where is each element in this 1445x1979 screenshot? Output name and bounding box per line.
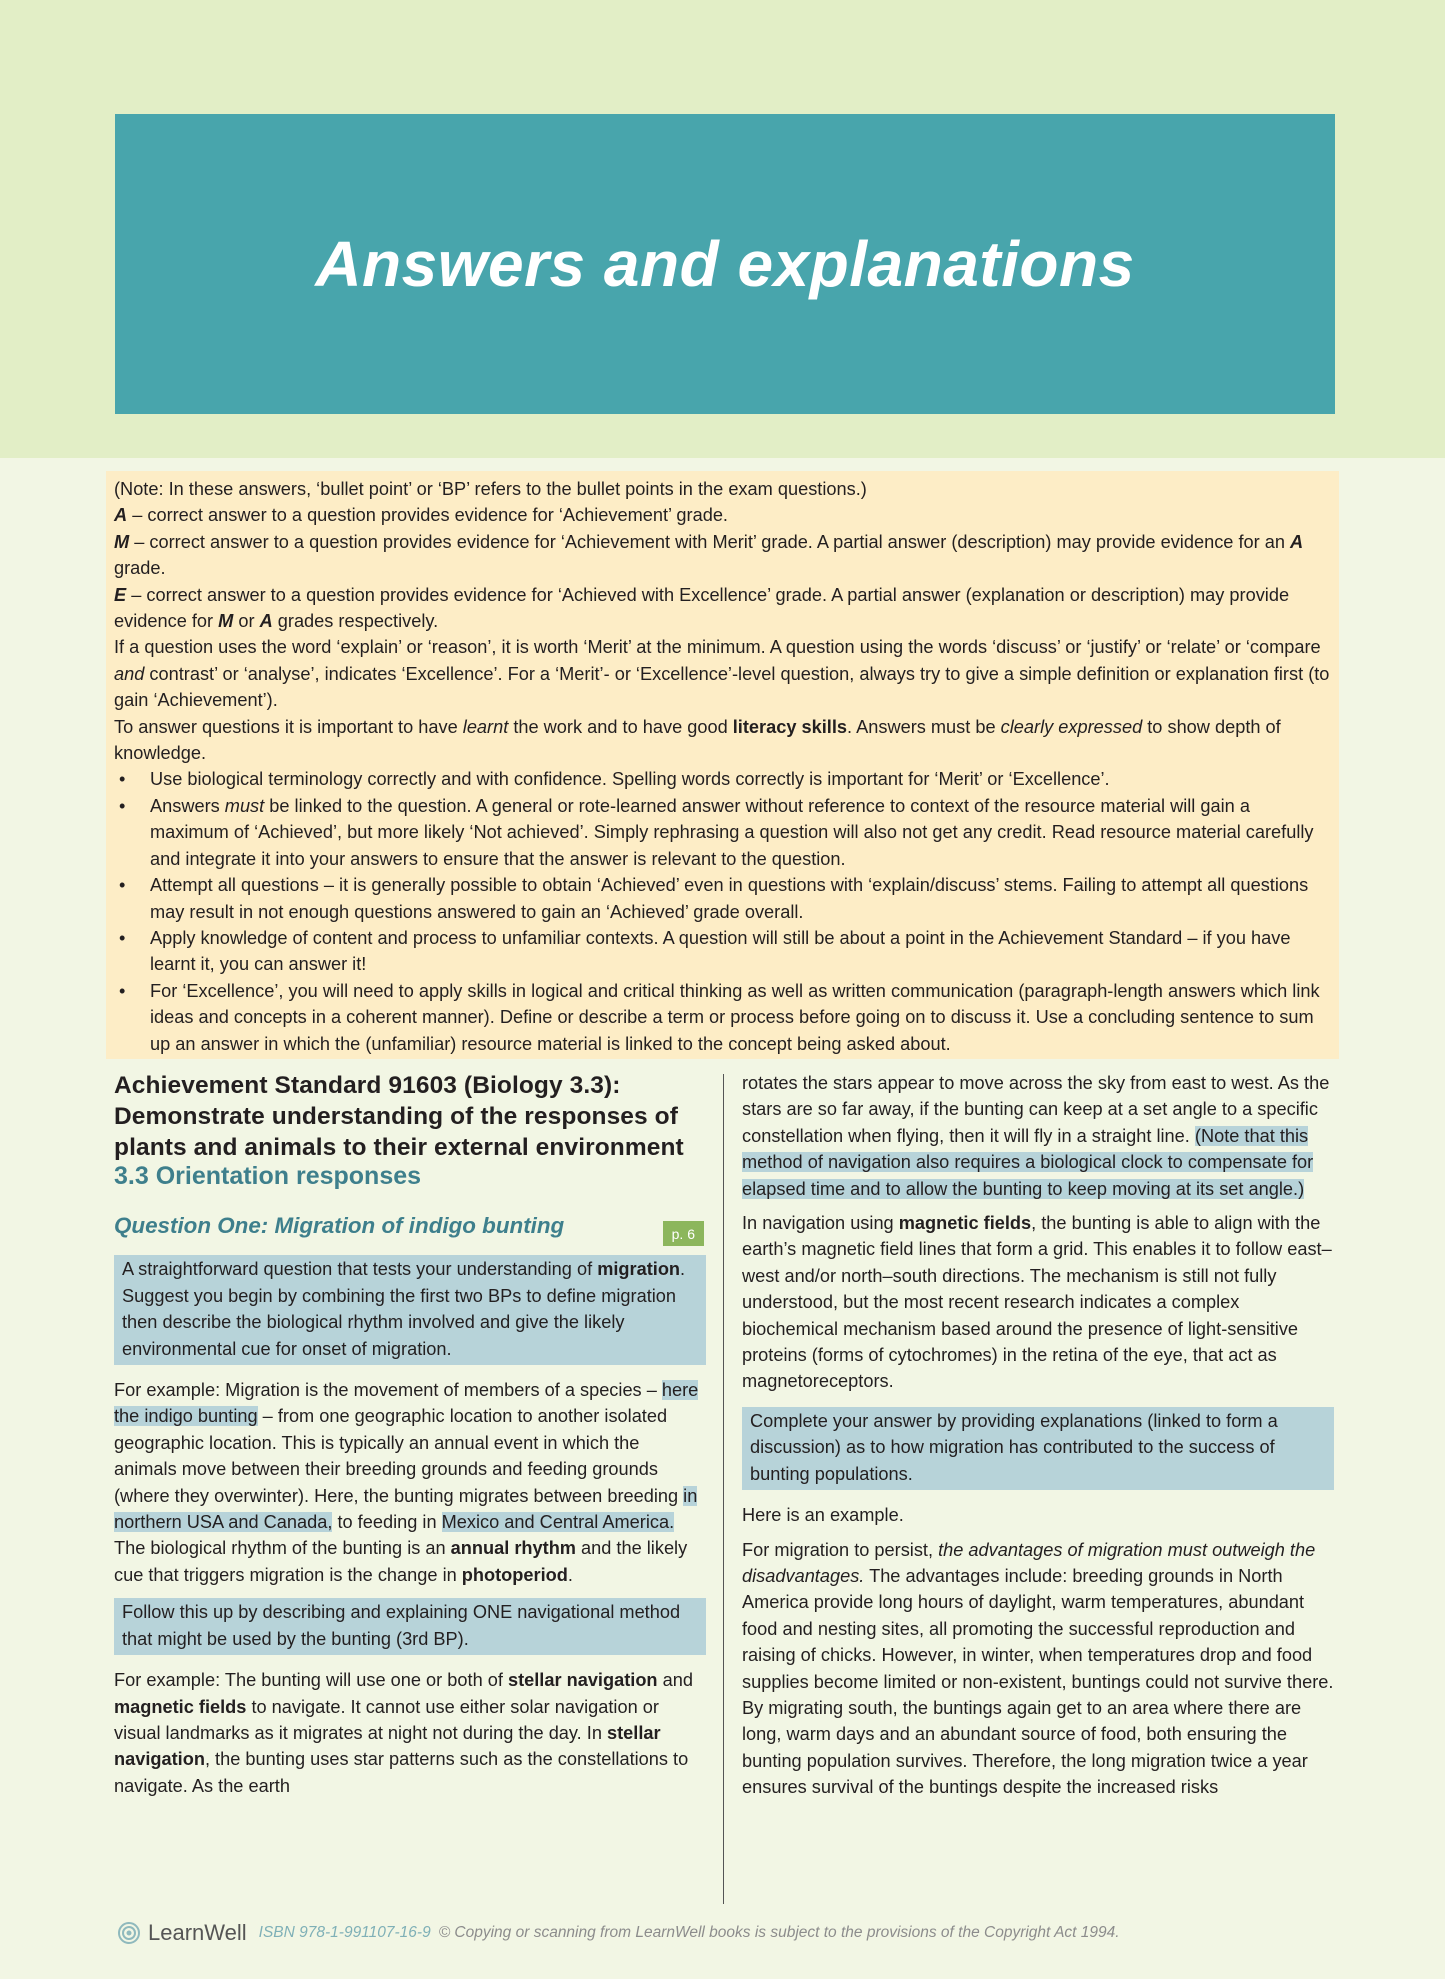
page-title: Answers and explanations: [315, 228, 1135, 300]
note-achievement: A – correct answer to a question provides evidence for ‘Achievement’ grade.: [114, 505, 728, 526]
list-item: • Answers must be linked to the question. A general or rote-learned answer without reference to context of the resource material will gain a maximum of ‘Achieved’, but more likely ‘Not achieved’. Simply rephrasing a question will also not get any credit. Read resource material carefully and integrate it into your answers to ensure that the answer is relevant to the question.: [114, 793, 1331, 872]
note-excellence: E – correct answer to a question provides evidence for ‘Achieved with Excellence’ grade. A partial answer (explanation or description) may provide evidence for M or A grades respectively.: [114, 584, 1290, 632]
tips-list: [114, 766, 1331, 1056]
example-paragraph: For example: Migration is the movement of members of a species – here the indigo bunting – from one geographic location to another isolated geographic location. This is typically an annual event in which the animals move between their breeding grounds and feeding grounds (where they overwinter). Here, the bunting migrates between breeding in northern USA and Canada, to feeding in Mexico and Central America. The biological rhythm of the bunting is an annual rhythm and the likely cue that triggers migration is the change in photoperiod.: [114, 1380, 699, 1585]
question-header: [114, 1209, 706, 1245]
list-item: • Attempt all questions – it is generally possible to obtain ‘Achieved’ even in questions with ‘explain/discuss’ stems. Failing to attempt all questions may result in not enough questions answered to gain an ‘Achieved’ grade overall.: [114, 872, 1331, 925]
logo-text: LearnWell: [148, 1920, 247, 1945]
tip-box: A straightforward question that tests your understanding of migration. Suggest you begin by combining the first two BPs to define migration then describe the biological rhythm involved and give the likely environmental cue for onset of migration.: [114, 1255, 706, 1365]
example-paragraph: For example: The bunting will use one or both of stellar navigation and magnetic fields to navigate. It cannot use either solar navigation or visual landmarks as it migrates at night not during the day. In stellar navigation, the bunting uses star patterns such as the constellations to navigate. As the earth: [114, 1670, 693, 1796]
body-paragraph: For migration to persist, the advantages of migration must outweigh the disadvantages. The advantages include: breeding grounds in North America provide long hours of daylight, warm temperatures, abundant food and nesting sites, all promoting the successful reproduction and raising of chicks. However, in winter, when temperatures drop and food supplies become limited or non-existent, buntings could not survive there. By migrating south, the buntings again get to an area where there are long, warm days and an abundant source of food, both ensuring the bunting population survives. Therefore, the long migration twice a year ensures survival of the buntings despite the increased risks: [742, 1539, 1334, 1798]
tip-box: Complete your answer by providing explanations (linked to form a discussion) as to how migration has contributed to the success of bunting populations.: [742, 1407, 1334, 1490]
note-intro: (Note: In these answers, ‘bullet point’ or ‘BP’ refers to the bullet points in the exam questions.): [114, 479, 867, 499]
section-heading: 3.3 Orientation responses: [114, 1162, 422, 1190]
note-literacy: To answer questions it is important to have learnt the work and to have good literacy skills. Answers must be clearly expressed to show depth of knowledge.: [114, 716, 1281, 764]
list-item: • Use biological terminology correctly and with confidence. Spelling words correctly is important for ‘Merit’ or ‘Excellence’.: [114, 766, 1331, 792]
note-merit: M – correct answer to a question provides evidence for ‘Achievement with Merit’ grade. A partial answer (description) may provide evidence for an A grade.: [114, 531, 1304, 579]
body-paragraph: Here is an example.: [742, 1505, 904, 1526]
grading-note: [106, 471, 1339, 1059]
right-column: [742, 1070, 1334, 1801]
body-paragraph: rotates the stars appear to move across the sky from east to west. As the stars are so far away, if the bunting can keep at a set angle to a specific constellation when flying, then it will fly in a straight line. (Note that this method of navigation also requires a biological clock to compensate for elapsed time and to allow the bunting to keep moving at its set angle.): [742, 1073, 1330, 1199]
column-divider: [723, 1074, 724, 1904]
question-heading: Question One: Migration of indigo bunting: [114, 1213, 565, 1239]
standard-heading: Achievement Standard 91603 (Biology 3.3): Demonstrate understanding of the responses of plants and animals to their external environment: [114, 1072, 684, 1161]
list-item: • For ‘Excellence’, you will need to apply skills in logical and critical thinking as well as written communication (paragraph-length answers which link ideas and concepts in a coherent manner). Define or describe a term or process before going on to discuss it. Use a concluding sentence to sum up an answer in which the (unfamiliar) resource material is linked to the concept being asked about.: [114, 978, 1331, 1057]
learnwell-logo-icon: [118, 1922, 140, 1944]
title-banner: [115, 114, 1335, 414]
footer: [118, 1918, 1120, 1948]
list-item: • Apply knowledge of content and process to unfamiliar contexts. A question will still be about a point in the Achievement Standard – if you have learnt it, you can answer it!: [114, 925, 1331, 978]
tip-box: Follow this up by describing and explaining ONE navigational method that might be used by the bunting (3rd BP).: [114, 1598, 706, 1655]
note-explain: If a question uses the word ‘explain’ or ‘reason’, it is worth ‘Merit’ at the minimum. A question using the words ‘discuss’ or ‘justify’ or ‘relate’ or ‘compare and contrast’ or ‘analyse’, indicates ‘Excellence’. For a ‘Merit’- or ‘Excellence’-level question, always try to give a simple definition or explanation first (to gain ‘Achievement’).: [114, 637, 1330, 711]
page-reference-badge: p. 6: [663, 1221, 704, 1246]
body-paragraph: In navigation using magnetic fields, the bunting is able to align with the earth’s magnetic field lines that form a grid. This enables it to follow east–west and/or north–south directions. The mechanism is still not fully understood, but the most recent research indicates a complex biochemical mechanism based around the presence of light-sensitive proteins (forms of cytochromes) in the retina of the eye, that act as magnetoreceptors.: [742, 1213, 1332, 1392]
left-column: [114, 1070, 706, 1799]
copyright-notice: © Copying or scanning from LearnWell books is subject to the provisions of the Copyright Act 1994.: [438, 1924, 1120, 1941]
isbn: ISBN 978-1-991107-16-9: [258, 1924, 431, 1941]
